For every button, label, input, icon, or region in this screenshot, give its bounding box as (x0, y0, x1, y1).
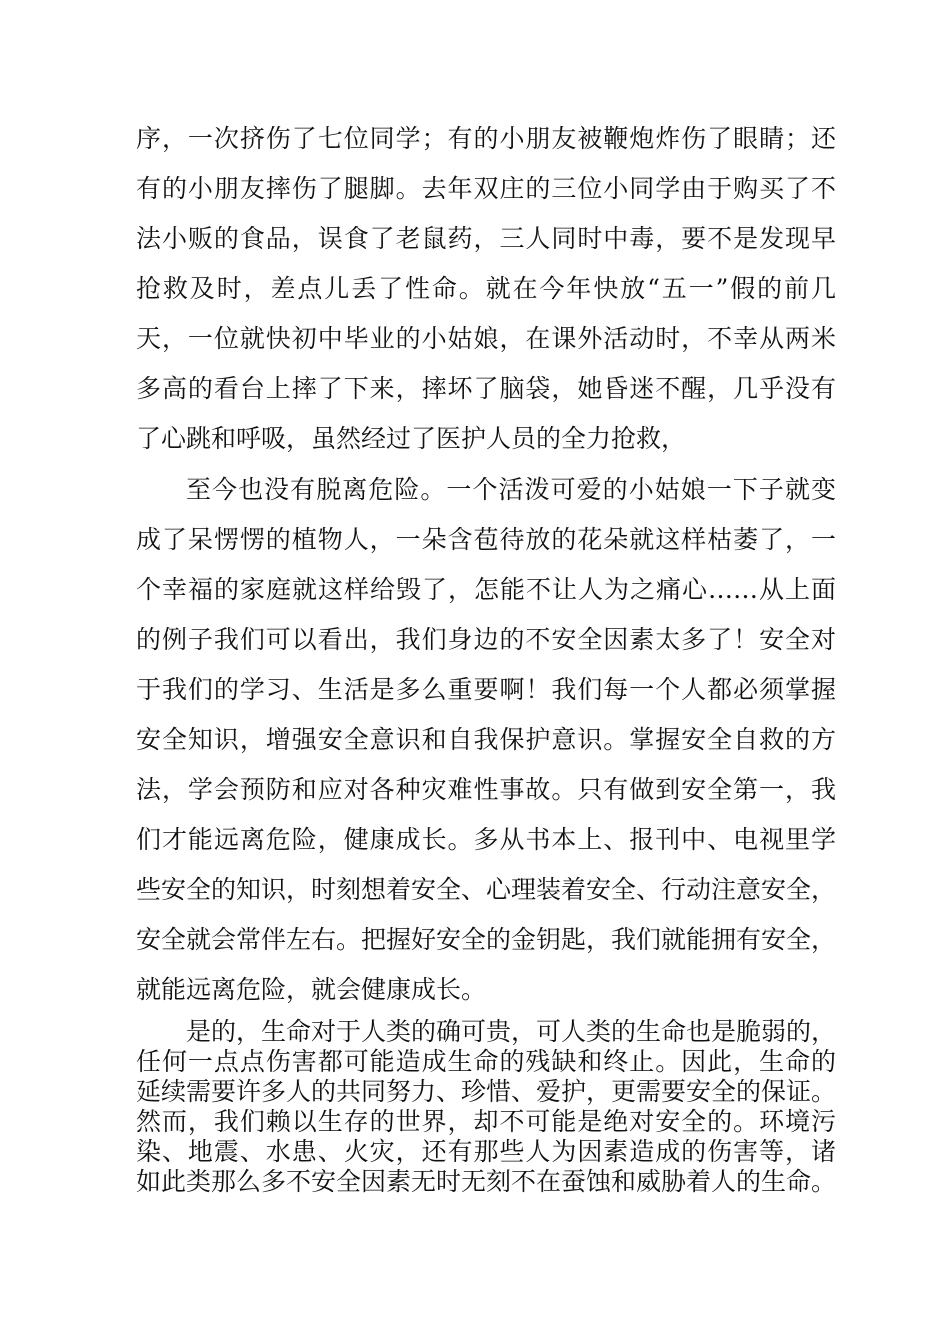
paragraph-line: 安全知识，增强安全意识和自我保护意识。掌握安全自救的方 (136, 725, 836, 754)
paragraph-line: 个幸福的家庭就这样给毁了，怎能不让人为之痛心……从上面 (136, 575, 836, 604)
paragraph-line: 些安全的知识，时刻想着安全、心理装着安全、行动注意安全， (136, 875, 837, 904)
paragraph-line: 然而，我们赖以生存的世界，却不可能是绝对安全的。环境污 (136, 1107, 836, 1136)
paragraph-line: 们才能远离危险，健康成长。多从书本上、报刊中、电视里学 (136, 825, 836, 854)
paragraph-line: 了心跳和呼吸，虽然经过了医护人员的全力抢救， (136, 424, 687, 453)
paragraph-line: 序，一次挤伤了七位同学；有的小朋友被鞭炮炸伤了眼睛；还 (136, 124, 836, 153)
paragraph-line: 抢救及时，差点儿丢了性命。就在今年快放“五一”假的前几 (136, 274, 836, 303)
paragraph-line: 法小贩的食品，误食了老鼠药，三人同时中毒，要不是发现早 (136, 224, 836, 253)
paragraph-line: 延续需要许多人的共同努力、珍惜、爱护，更需要安全的保证。 (136, 1077, 837, 1106)
paragraph-line: 就能远离危险，就会健康成长。 (136, 975, 487, 1004)
paragraph-line: 如此类那么多不安全因素无时无刻不在蚕蚀和威胁着人的生命。 (136, 1167, 837, 1196)
paragraph-line: 是的，生命对于人类的确可贵，可人类的生命也是脆弱的， (186, 1017, 837, 1046)
paragraph-line: 法，学会预防和应对各种灾难性事故。只有做到安全第一，我 (136, 775, 836, 804)
paragraph-line: 染、地震、水患、火灾，还有那些人为因素造成的伤害等，诸 (136, 1137, 836, 1166)
paragraph-line: 于我们的学习、生活是多么重要啊！我们每一个人都必须掌握 (136, 675, 836, 704)
paragraph-line: 至今也没有脱离危险。一个活泼可爱的小姑娘一下子就变 (186, 475, 836, 504)
paragraph-line: 有的小朋友摔伤了腿脚。去年双庄的三位小同学由于购买了不 (136, 174, 836, 203)
paragraph-3 (136, 1017, 836, 1197)
paragraph-line: 安全就会常伴左右。把握好安全的金钥匙，我们就能拥有安全， (136, 925, 837, 954)
paragraph-line: 任何一点点伤害都可能造成生命的残缺和终止。因此，生命的 (136, 1047, 836, 1076)
paragraph-line: 天，一位就快初中毕业的小姑娘，在课外活动时，不幸从两米 (136, 324, 836, 353)
paragraph-1 (136, 114, 836, 464)
paragraph-line: 成了呆愣愣的植物人，一朵含苞待放的花朵就这样枯萎了，一 (136, 525, 836, 554)
paragraph-line: 的例子我们可以看出，我们身边的不安全因素太多了！安全对 (136, 625, 836, 654)
paragraph-2 (136, 465, 836, 1015)
paragraph-line: 多高的看台上摔了下来，摔坏了脑袋，她昏迷不醒，几乎没有 (136, 374, 836, 403)
